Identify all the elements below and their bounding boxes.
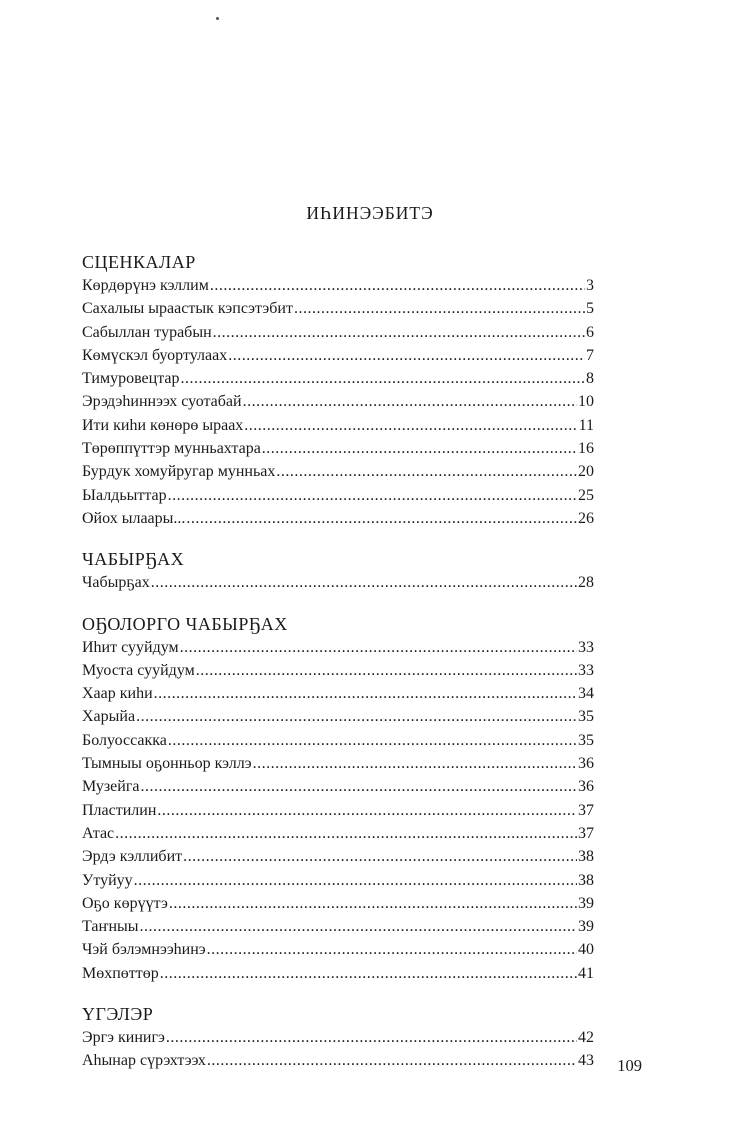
dot-leader xyxy=(207,938,577,961)
dot-leader xyxy=(180,636,577,659)
entry-page-number: 6 xyxy=(586,323,594,341)
toc-entry xyxy=(82,962,594,985)
toc-entry xyxy=(82,321,594,344)
entry-page-number: 37 xyxy=(578,824,594,842)
dot-leader xyxy=(157,799,577,822)
entry-title: Таҥныы xyxy=(82,918,139,936)
dot-leader xyxy=(180,367,585,390)
toc-entry xyxy=(82,484,594,507)
dot-leader xyxy=(210,274,585,297)
entry-page-number: 8 xyxy=(586,370,594,388)
dot-leader xyxy=(186,507,577,530)
toc-entry xyxy=(82,636,594,659)
entry-page-number: 39 xyxy=(578,894,594,912)
dot-leader xyxy=(166,1026,577,1049)
dot-leader xyxy=(140,775,577,798)
toc-entry xyxy=(82,915,594,938)
entry-title: Пластилин xyxy=(82,801,157,819)
entry-title: Эрдэ кэллибит xyxy=(82,848,183,866)
toc-entry xyxy=(82,938,594,961)
entry-page-number: 37 xyxy=(578,801,594,819)
entry-title: Төрөппүттэр мунньахтара xyxy=(82,440,261,458)
toc-entry xyxy=(82,507,594,530)
dot-leader xyxy=(169,892,577,915)
entry-title: Чабырҕах xyxy=(82,574,150,592)
entry-title: Тимуровецтар xyxy=(82,370,180,388)
entry-page-number: 7 xyxy=(586,346,594,364)
dot-leader xyxy=(243,390,577,413)
entry-title: Мөхпөттөр xyxy=(82,964,159,982)
dot-leader xyxy=(276,460,577,483)
dot-leader xyxy=(196,659,577,682)
toc-entry xyxy=(82,1026,594,1049)
entry-page-number: 20 xyxy=(578,463,594,481)
toc-section xyxy=(82,1002,594,1073)
entry-page-number: 41 xyxy=(578,964,594,982)
entry-page-number: 36 xyxy=(578,778,594,796)
entry-title: Иһит сууйдум xyxy=(82,638,179,656)
dot-leader xyxy=(183,845,577,868)
entry-title: Болуоссакка xyxy=(82,731,167,749)
dot-leader xyxy=(136,705,577,728)
toc-section xyxy=(82,612,594,985)
entry-page-number: 35 xyxy=(578,708,594,726)
entry-page-number: 39 xyxy=(578,918,594,936)
entry-title: Сабыллан турабын xyxy=(82,323,212,341)
entry-page-number: 5 xyxy=(586,300,594,318)
toc-entry xyxy=(82,344,594,367)
entry-title: Аһынар сүрэхтээх xyxy=(82,1052,206,1070)
entry-page-number: 38 xyxy=(578,871,594,889)
toc-entry xyxy=(82,367,594,390)
toc-entry xyxy=(82,390,594,413)
dot-leader xyxy=(213,321,585,344)
dot-leader xyxy=(294,297,585,320)
table-of-contents xyxy=(82,250,594,1090)
entry-title: Харыйа xyxy=(82,708,136,726)
dot-leader xyxy=(154,682,577,705)
page-number: 109 xyxy=(617,1056,642,1075)
toc-entry xyxy=(82,1049,594,1072)
toc-entry xyxy=(82,571,594,594)
entry-title: Муоста сууйдум xyxy=(82,661,195,679)
dot-leader xyxy=(134,869,577,892)
entry-title: Ити киһи көнөрө ыраах xyxy=(82,416,244,434)
entry-page-number: 34 xyxy=(578,685,594,703)
entry-title: Бурдук хомуйругар мунньах xyxy=(82,463,276,481)
entry-page-number: 35 xyxy=(578,731,594,749)
toc-entry xyxy=(82,775,594,798)
toc-entry xyxy=(82,437,594,460)
toc-entry xyxy=(82,729,594,752)
entry-title: Көрдөрүнэ кэллим xyxy=(82,277,209,294)
page-title: ИҺИНЭЭБИТЭ xyxy=(306,203,434,223)
print-speck xyxy=(216,17,219,20)
dot-leader xyxy=(115,822,577,845)
entry-title: Эргэ кинигэ xyxy=(82,1029,165,1047)
toc-entry xyxy=(82,752,594,775)
dot-leader xyxy=(228,344,585,367)
dot-leader xyxy=(207,1049,577,1072)
toc-section xyxy=(82,547,594,594)
toc-entry xyxy=(82,845,594,868)
entry-page-number: 25 xyxy=(578,486,594,504)
entry-page-number: 43 xyxy=(578,1052,594,1070)
entry-page-number: 40 xyxy=(578,941,594,959)
entry-title: Ыалдьыттар xyxy=(82,486,167,504)
dot-leader xyxy=(140,915,577,938)
entry-title: Хаар киһи xyxy=(82,685,153,703)
entry-page-number: 33 xyxy=(578,661,594,679)
section-title: СЦЕНКАЛАР xyxy=(82,252,196,272)
entry-page-number: 11 xyxy=(578,416,594,434)
entry-title: Тымныы оҕонньор кэллэ xyxy=(82,755,252,773)
entry-page-number: 26 xyxy=(578,509,594,527)
toc-entry xyxy=(82,705,594,728)
entry-page-number: 16 xyxy=(578,440,594,458)
section-title: ЧАБЫРҔАХ xyxy=(82,549,185,570)
entry-page-number: 36 xyxy=(578,755,594,773)
dot-leader xyxy=(168,484,577,507)
toc-entry xyxy=(82,414,594,437)
entry-page-number: 33 xyxy=(578,638,594,656)
dot-leader xyxy=(253,752,577,775)
entry-title: Ойох ылаары... xyxy=(82,509,186,527)
toc-entry xyxy=(82,274,594,297)
entry-title: Музейга xyxy=(82,778,140,796)
toc-entry xyxy=(82,460,594,483)
dot-leader xyxy=(244,414,577,437)
entry-page-number: 38 xyxy=(578,848,594,866)
entry-title: Атас xyxy=(82,824,115,842)
entry-page-number: 28 xyxy=(578,574,594,592)
entry-title: Эрэдэһиннээх суотабай xyxy=(82,393,242,411)
entry-title: Чэй бэлэмнээһинэ xyxy=(82,941,206,959)
entry-page-number: 42 xyxy=(578,1029,594,1047)
toc-section xyxy=(82,250,594,530)
toc-entry xyxy=(82,822,594,845)
toc-entry xyxy=(82,869,594,892)
entry-title: Көмүскэл буортулаах xyxy=(82,346,228,364)
toc-entry xyxy=(82,682,594,705)
entry-title: Сахалыы ыраастык кэпсэтэбит xyxy=(82,300,293,318)
dot-leader xyxy=(168,729,577,752)
entry-title: Утуйуу xyxy=(82,871,133,889)
toc-entry xyxy=(82,659,594,682)
dot-leader xyxy=(151,571,577,594)
dot-leader xyxy=(160,962,577,985)
toc-entry xyxy=(82,799,594,822)
entry-page-number: 10 xyxy=(578,393,594,411)
section-title: ОҔОЛОРГО ЧАБЫРҔАХ xyxy=(82,613,288,634)
entry-page-number: 3 xyxy=(586,277,594,294)
dot-leader xyxy=(262,437,577,460)
section-title: ҮГЭЛЭР xyxy=(82,1004,154,1025)
entry-title: Оҕо көрүүтэ xyxy=(82,894,168,912)
toc-entry xyxy=(82,892,594,915)
toc-entry xyxy=(82,297,594,320)
